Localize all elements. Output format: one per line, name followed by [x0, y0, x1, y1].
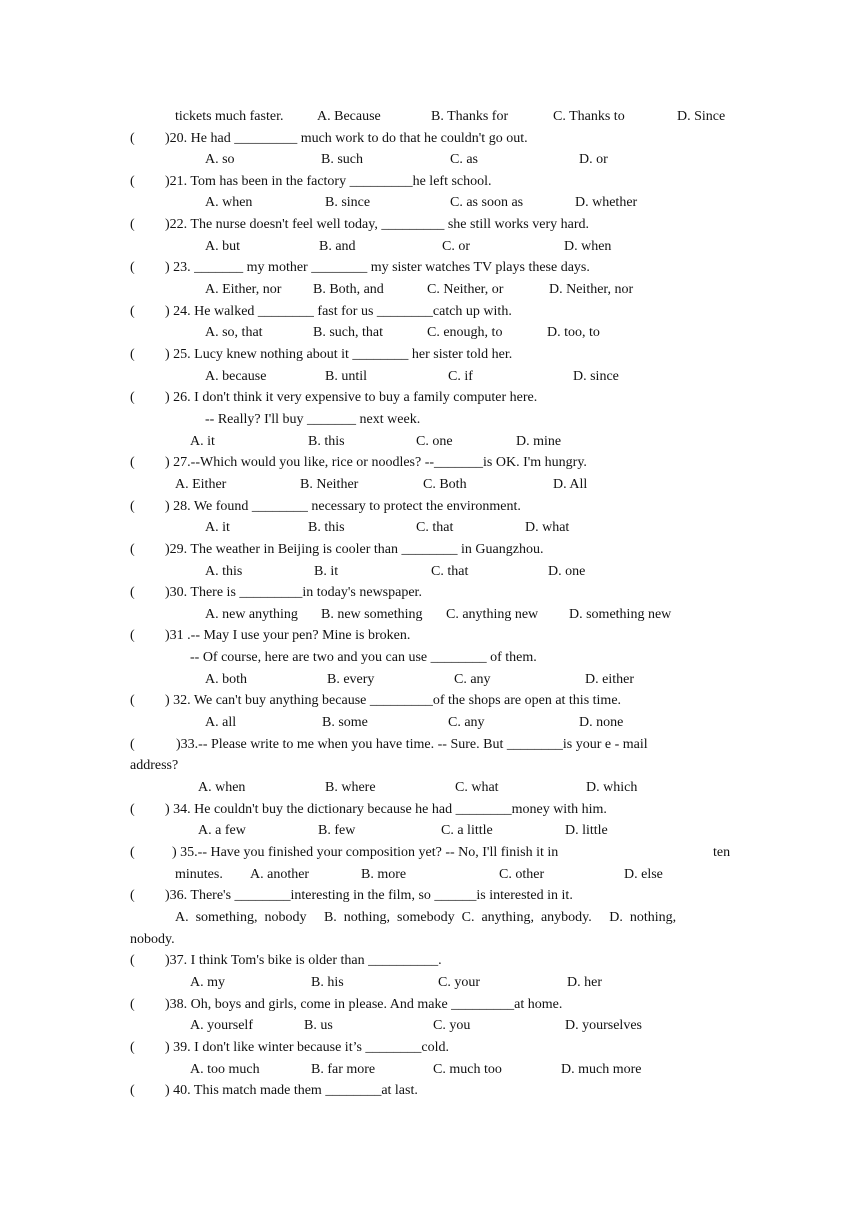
- text-segment: C. that: [431, 564, 469, 579]
- text-segment: A. too much: [190, 1062, 260, 1077]
- text-segment: A. a few: [198, 823, 246, 838]
- text-segment: A. Either, nor: [205, 282, 282, 297]
- text-segment: C. any: [448, 715, 485, 730]
- text-segment: ) 24. He walked ________ fast for us ________catch up with.: [165, 304, 512, 319]
- text-segment: A. because: [205, 369, 267, 384]
- answer-paren: (: [130, 499, 135, 514]
- text-segment: D. much more: [561, 1062, 642, 1077]
- text-segment: D. little: [565, 823, 608, 838]
- text-segment: B. Both, and: [313, 282, 384, 297]
- text-segment: B. us: [304, 1018, 333, 1033]
- text-segment: )36. There's ________interesting in the film, so ______is interested in it.: [165, 888, 573, 903]
- text-segment: A. my: [190, 975, 225, 990]
- text-segment: B. new something: [321, 607, 423, 622]
- text-segment: B. more: [361, 867, 407, 882]
- text-segment: C. as soon as: [450, 195, 524, 210]
- answer-paren: (: [130, 455, 135, 470]
- text-segment: )21. Tom has been in the factory _________he left school.: [165, 174, 492, 189]
- text-segment: C. Thanks to: [553, 109, 625, 124]
- text-segment: A. this: [205, 564, 243, 579]
- text-segment: B. far more: [311, 1062, 376, 1077]
- text-segment: nobody.: [130, 932, 175, 947]
- text-segment: B. few: [318, 823, 356, 838]
- text-segment: A. both: [205, 672, 247, 687]
- text-segment: A. Either: [175, 477, 227, 492]
- text-segment: B. and: [319, 239, 356, 254]
- text-segment: B. his: [311, 975, 344, 990]
- text-segment: ten: [713, 845, 731, 860]
- text-segment: )30. There is _________in today's newspaper.: [165, 585, 422, 600]
- text-segment: D. Since: [677, 109, 726, 124]
- text-segment: )33.-- Please write to me when you have time. -- Sure. But ________is your e - mail: [176, 737, 648, 752]
- text-segment: A. new anything: [205, 607, 298, 622]
- answer-paren: (: [130, 737, 135, 752]
- text-segment: tickets much faster.: [175, 109, 284, 124]
- text-segment: C. that: [416, 520, 454, 535]
- text-segment: )31 .-- May I use your pen? Mine is broken.: [165, 628, 411, 643]
- answer-paren: (: [130, 845, 135, 860]
- text-segment: B. this: [308, 434, 345, 449]
- text-segment: D. which: [586, 780, 638, 795]
- text-segment: ) 35.-- Have you finished your composition yet? -- No, I'll finish it in: [172, 845, 559, 860]
- text-segment: minutes.: [175, 867, 223, 882]
- text-segment: D. mine: [516, 434, 562, 449]
- text-segment: ) 34. He couldn't buy the dictionary because he had ________money with him.: [165, 802, 607, 817]
- text-segment: B. it: [314, 564, 339, 579]
- answer-paren: (: [130, 347, 135, 362]
- text-segment: A. Because: [317, 109, 381, 124]
- text-segment: C. anything new: [446, 607, 539, 622]
- text-segment: C. a little: [441, 823, 493, 838]
- text-segment: C. your: [438, 975, 480, 990]
- text-segment: )22. The nurse doesn't feel well today, _________ she still works very hard.: [165, 217, 589, 232]
- text-segment: D. her: [567, 975, 602, 990]
- text-segment: address?: [130, 758, 179, 773]
- text-segment: A. when: [198, 780, 246, 795]
- text-segment: B. Neither: [300, 477, 359, 492]
- answer-paren: (: [130, 217, 135, 232]
- answer-paren: (: [130, 1083, 135, 1098]
- text-segment: D. since: [573, 369, 619, 384]
- text-segment: B. such: [321, 152, 363, 167]
- text-segment: C. as: [450, 152, 478, 167]
- answer-paren: (: [130, 585, 135, 600]
- text-segment: B. where: [325, 780, 376, 795]
- text-segment: C. other: [499, 867, 545, 882]
- text-segment: ) 27.--Which would you like, rice or noodles? --_______is OK. I'm hungry.: [165, 455, 587, 470]
- text-segment: D. when: [564, 239, 612, 254]
- text-segment: -- Of course, here are two and you can use ________ of them.: [190, 650, 537, 665]
- text-segment: A. all: [205, 715, 237, 730]
- text-segment: D. yourselves: [565, 1018, 642, 1033]
- answer-paren: (: [130, 802, 135, 817]
- text-segment: D. too, to: [547, 325, 600, 340]
- answer-paren: (: [130, 888, 135, 903]
- text-segment: A. when: [205, 195, 253, 210]
- text-segment: A. so, that: [205, 325, 263, 340]
- answer-paren: (: [130, 131, 135, 146]
- text-segment: A. it: [190, 434, 215, 449]
- text-segment: D. none: [579, 715, 624, 730]
- text-segment: D. one: [548, 564, 586, 579]
- text-segment: )37. I think Tom's bike is older than __________.: [165, 953, 442, 968]
- answer-paren: (: [130, 693, 135, 708]
- text-segment: )38. Oh, boys and girls, come in please. And make _________at home.: [165, 997, 563, 1012]
- text-segment: B. until: [325, 369, 368, 384]
- text-segment: B. every: [327, 672, 375, 687]
- text-segment: B. this: [308, 520, 345, 535]
- answer-paren: (: [130, 174, 135, 189]
- text-segment: B. some: [322, 715, 368, 730]
- answer-paren: (: [130, 390, 135, 405]
- answer-paren: (: [130, 628, 135, 643]
- answer-paren: (: [130, 542, 135, 557]
- text-segment: D. or: [579, 152, 608, 167]
- text-segment: C. any: [454, 672, 491, 687]
- text-segment: C. Both: [423, 477, 467, 492]
- answer-paren: (: [130, 1040, 135, 1055]
- text-segment: C. or: [442, 239, 470, 254]
- text-segment: D. what: [525, 520, 570, 535]
- text-segment: B. since: [325, 195, 371, 210]
- text-segment: )29. The weather in Beijing is cooler than ________ in Guangzhou.: [165, 542, 544, 557]
- text-segment: A. another: [250, 867, 310, 882]
- text-segment: A. but: [205, 239, 240, 254]
- text-segment: A. so: [205, 152, 235, 167]
- text-segment: D. whether: [575, 195, 638, 210]
- text-segment: ) 40. This match made them ________at last.: [165, 1083, 418, 1098]
- answer-paren: (: [130, 953, 135, 968]
- answer-paren: (: [130, 997, 135, 1012]
- text-segment: A. something, nobody B. nothing, somebody C. anything, anybody. D. nothing,: [175, 910, 677, 925]
- text-segment: C. much too: [433, 1062, 502, 1077]
- text-segment: B. Thanks for: [431, 109, 509, 124]
- text-segment: D. either: [585, 672, 634, 687]
- text-segment: C. Neither, or: [427, 282, 504, 297]
- text-segment: A. yourself: [190, 1018, 253, 1033]
- text-segment: B. such, that: [313, 325, 383, 340]
- text-segment: D. something new: [569, 607, 672, 622]
- answer-paren: (: [130, 260, 135, 275]
- text-segment: C. what: [455, 780, 499, 795]
- text-segment: ) 39. I don't like winter because it’s ________cold.: [165, 1040, 450, 1055]
- text-segment: ) 26. I don't think it very expensive to buy a family computer here.: [165, 390, 538, 405]
- text-segment: C. if: [448, 369, 473, 384]
- text-segment: A. it: [205, 520, 230, 535]
- text-segment: ) 25. Lucy knew nothing about it ________ her sister told her.: [165, 347, 513, 362]
- text-segment: D. Neither, nor: [549, 282, 634, 297]
- text-segment: -- Really? I'll buy _______ next week.: [205, 412, 421, 427]
- answer-paren: (: [130, 304, 135, 319]
- text-segment: ) 28. We found ________ necessary to protect the environment.: [165, 499, 521, 514]
- text-segment: ) 23. _______ my mother ________ my sister watches TV plays these days.: [165, 260, 590, 275]
- text-segment: C. one: [416, 434, 453, 449]
- text-segment: D. All: [553, 477, 588, 492]
- text-segment: )20. He had _________ much work to do that he couldn't go out.: [165, 131, 528, 146]
- text-segment: ) 32. We can't buy anything because _________of the shops are open at this time.: [165, 693, 622, 708]
- text-segment: D. else: [624, 867, 663, 882]
- text-segment: C. enough, to: [427, 325, 503, 340]
- text-segment: C. you: [433, 1018, 471, 1033]
